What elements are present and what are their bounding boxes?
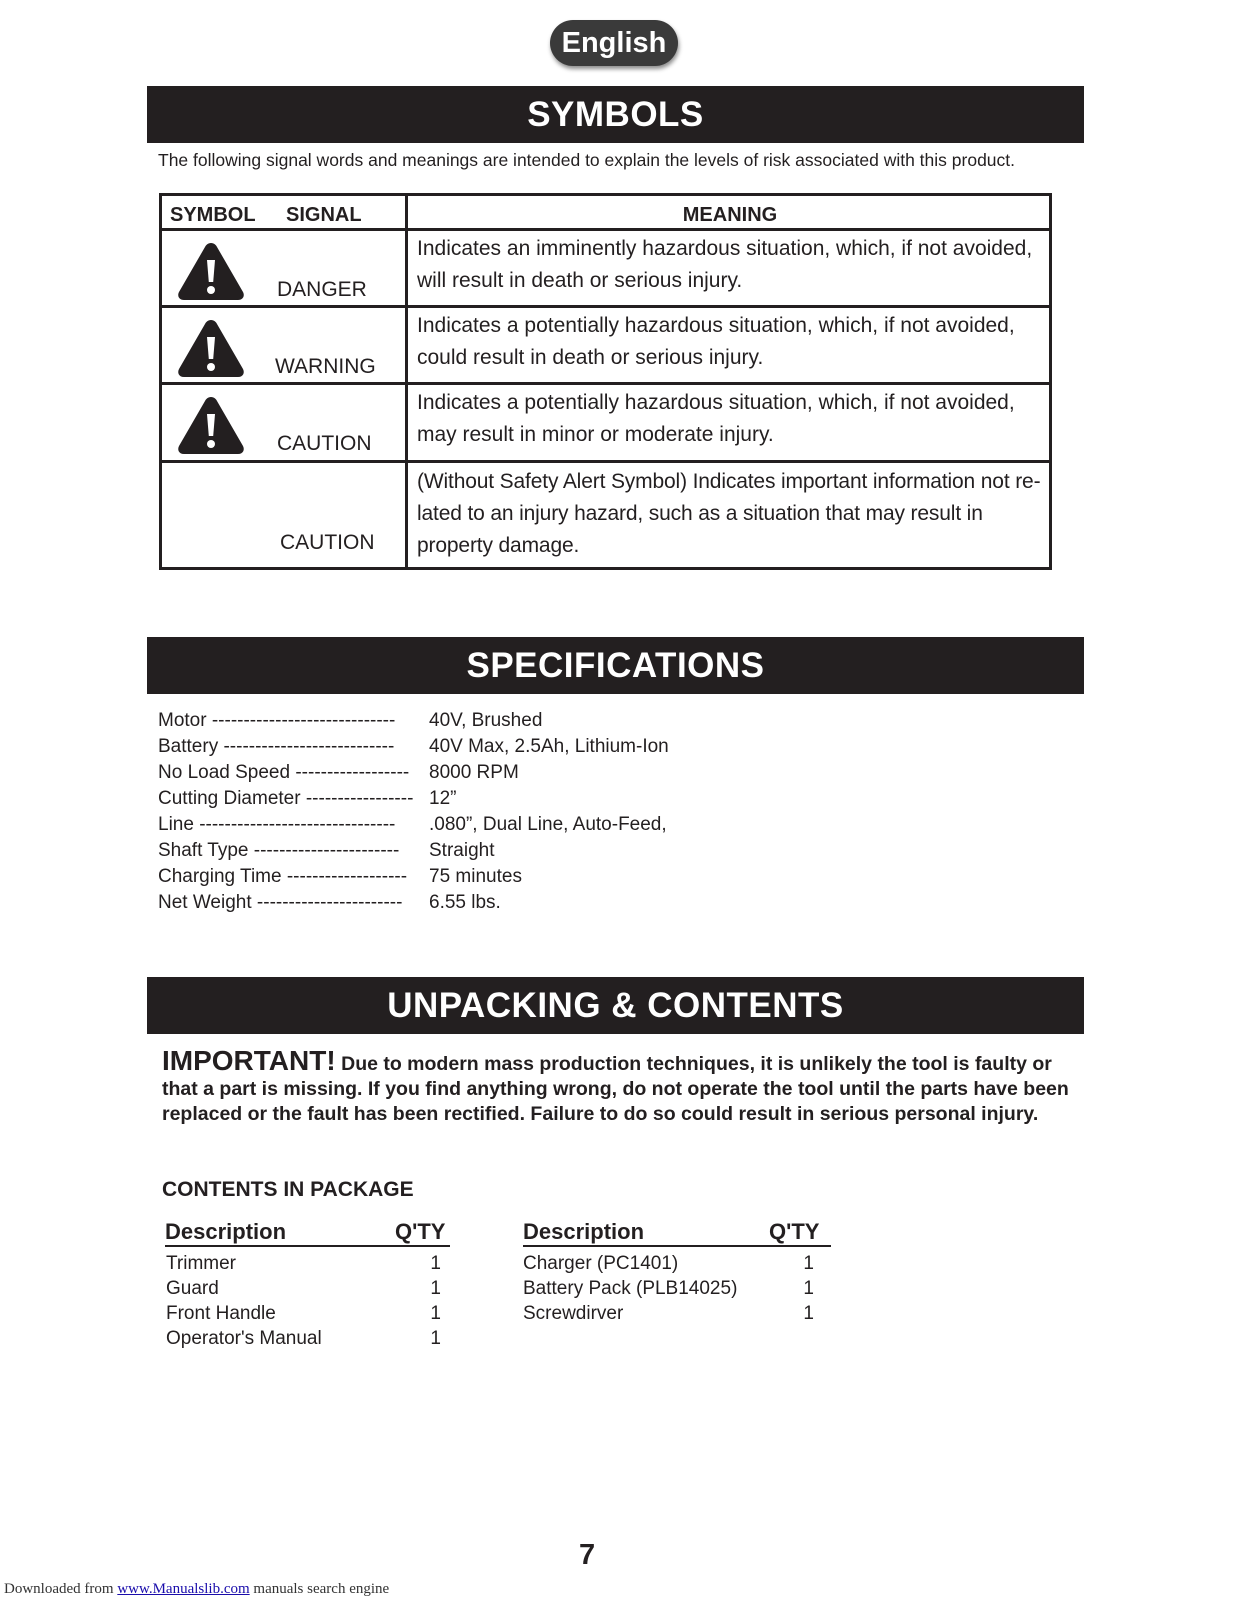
specifications-heading: SPECIFICATIONS: [147, 637, 1084, 694]
column-rule-left: [165, 1245, 450, 1247]
spec-value: 75 minutes: [429, 866, 522, 887]
meaning-text: Indicates a potentially hazardous situation, which, if not avoided, could result in death or serious injury.: [417, 314, 1015, 369]
item-qty: 1: [803, 1278, 814, 1299]
spec-value: Straight: [429, 840, 495, 861]
list-item: Charger (PC1401): [523, 1253, 679, 1274]
item-qty: 1: [430, 1328, 441, 1349]
col-header-description-left: Description: [165, 1219, 287, 1244]
spec-row-cutting-diameter: [158, 786, 678, 812]
item-qty: 1: [430, 1253, 441, 1274]
spec-row-charging-time: [158, 864, 678, 890]
item-qty: 1: [803, 1253, 814, 1274]
spec-row-motor: [158, 708, 678, 734]
spec-value: 40V, Brushed: [429, 710, 543, 731]
list-item: Screwdirver: [523, 1303, 624, 1324]
list-item: Guard: [166, 1278, 219, 1299]
download-footer: [4, 1580, 389, 1598]
signal-word-caution: CAUTION: [277, 432, 372, 455]
table-row: [162, 382, 1049, 385]
list-item: Battery Pack (PLB14025): [523, 1278, 738, 1299]
table-row: [162, 305, 1049, 308]
spec-value: 8000 RPM: [429, 762, 519, 783]
meaning-text: Indicates an imminently hazardous situation, which, if not avoided, will result in death or serious injury.: [417, 237, 1033, 292]
meaning-text: (Without Safety Alert Symbol) Indicates important information not re-lated to an injury hazard, such as a situation that may result in property damage.: [417, 470, 1041, 557]
symbols-heading: SYMBOLS: [147, 86, 1084, 143]
item-qty: 1: [430, 1303, 441, 1324]
item-qty: 1: [430, 1278, 441, 1299]
spec-label: Motor -----------------------------: [158, 710, 396, 731]
list-item: Operator's Manual: [166, 1328, 322, 1349]
table-row: [162, 460, 1049, 463]
spec-label: Line -------------------------------: [158, 814, 396, 835]
list-item: Front Handle: [166, 1303, 276, 1324]
language-badge: English: [550, 20, 678, 66]
column-rule-right: [523, 1245, 831, 1247]
col-header-symbol: SYMBOL: [170, 204, 256, 226]
unpacking-heading: UNPACKING & CONTENTS: [147, 977, 1084, 1034]
safety-alert-icon: [176, 317, 246, 379]
signal-word-warning: WARNING: [275, 355, 376, 378]
col-header-description-right: Description: [523, 1219, 645, 1244]
symbols-intro: The following signal words and meanings are intended to explain the levels of risk associated with this product.: [158, 150, 1016, 170]
spec-value: 6.55 lbs.: [429, 892, 501, 913]
manualslib-link[interactable]: www.Manualslib.com: [117, 1581, 250, 1597]
meaning-text: Indicates a potentially hazardous situation, which, if not avoided, may result in minor or moderate injury.: [417, 391, 1015, 446]
spec-row-line: [158, 812, 678, 838]
spec-label: Shaft Type -----------------------: [158, 840, 400, 861]
col-header-qty-left: Q'TY: [395, 1219, 446, 1244]
safety-alert-icon: [176, 394, 246, 456]
contents-title: CONTENTS IN PACKAGE: [162, 1178, 414, 1201]
list-item: Trimmer: [166, 1253, 236, 1274]
spec-label: Charging Time -------------------: [158, 866, 408, 887]
col-header-signal: SIGNAL: [286, 204, 362, 226]
page-number: 7: [579, 1539, 596, 1571]
spec-label: Net Weight -----------------------: [158, 892, 403, 913]
spec-row-shaft-type: [158, 838, 678, 864]
spec-label: Battery ---------------------------: [158, 736, 395, 757]
symbols-table: [159, 193, 1052, 570]
signal-word-caution-no-symbol: CAUTION: [280, 531, 375, 554]
spec-label: No Load Speed ------------------: [158, 762, 410, 783]
spec-row-net-weight: [158, 890, 678, 916]
spec-value: 40V Max, 2.5Ah, Lithium-Ion: [429, 736, 669, 757]
safety-alert-icon: [176, 240, 246, 302]
spec-value: .080”, Dual Line, Auto-Feed,: [429, 814, 667, 835]
spec-row-battery: [158, 734, 678, 760]
footer-prefix: Downloaded from: [4, 1581, 118, 1597]
spec-row-no-load-speed: [158, 760, 678, 786]
item-qty: 1: [803, 1303, 814, 1324]
spec-label: Cutting Diameter -----------------: [158, 788, 414, 809]
footer-suffix: manuals search engine: [249, 1581, 390, 1597]
important-label: IMPORTANT!: [162, 1045, 336, 1076]
col-header-meaning: MEANING: [682, 204, 778, 226]
important-notice: [162, 1045, 1087, 1127]
col-header-qty-right: Q'TY: [769, 1219, 820, 1244]
spec-value: 12”: [429, 788, 457, 809]
signal-word-danger: DANGER: [277, 278, 367, 301]
important-text: Due to modern mass production techniques, it is unlikely the tool is faulty or that a part is missing. If you find anything wrong, do not operate the tool until the parts have been replaced or the fault has been rectified. Failure to do so could result in serious personal injury.: [162, 1053, 1069, 1125]
table-row: [162, 228, 1049, 231]
